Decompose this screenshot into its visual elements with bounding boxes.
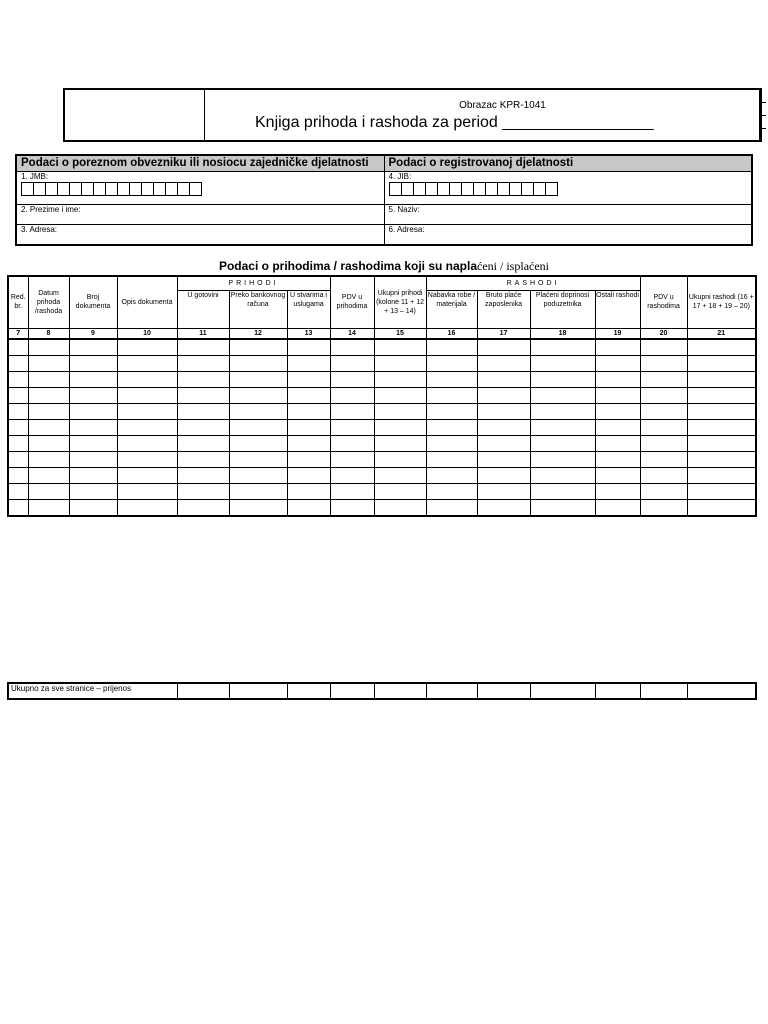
jib-row bbox=[385, 172, 752, 205]
table-cell[interactable] bbox=[8, 339, 28, 356]
address-row[interactable] bbox=[17, 225, 384, 245]
table-cell[interactable] bbox=[69, 355, 117, 371]
table-cell[interactable] bbox=[595, 499, 640, 516]
table-cell[interactable] bbox=[530, 483, 595, 499]
page-title: Knjiga prihoda i rashoda za period _________________ bbox=[255, 114, 654, 131]
totals-cell[interactable] bbox=[229, 683, 287, 699]
col-number: 7 bbox=[8, 328, 28, 339]
col-number: 20 bbox=[640, 328, 687, 339]
table-cell[interactable] bbox=[530, 403, 595, 419]
header-blank-cell bbox=[65, 90, 205, 140]
table-cell[interactable] bbox=[177, 483, 229, 499]
totals-label: Ukupno za sve stranice – prijenos bbox=[8, 683, 177, 699]
table-cell[interactable] bbox=[330, 339, 374, 356]
col-number: 16 bbox=[426, 328, 477, 339]
table-cell[interactable] bbox=[426, 339, 477, 356]
table-cell[interactable] bbox=[530, 435, 595, 451]
table-cell[interactable] bbox=[595, 483, 640, 499]
table-cell[interactable] bbox=[374, 419, 426, 435]
table-cell[interactable] bbox=[8, 467, 28, 483]
section-title-tail: ćeni / isplaćeni bbox=[477, 259, 550, 273]
table-cell[interactable] bbox=[28, 467, 69, 483]
table-row bbox=[8, 483, 756, 499]
jmbg-row bbox=[17, 172, 384, 205]
table-cell[interactable] bbox=[687, 483, 756, 499]
table-cell[interactable] bbox=[229, 499, 287, 516]
table-cell[interactable] bbox=[229, 371, 287, 387]
col-opis: Opis dokumenta bbox=[117, 276, 177, 328]
table-cell[interactable] bbox=[117, 435, 177, 451]
table-cell[interactable] bbox=[426, 355, 477, 371]
table-cell[interactable] bbox=[117, 403, 177, 419]
table-cell[interactable] bbox=[640, 451, 687, 467]
table-cell[interactable] bbox=[426, 483, 477, 499]
table-cell[interactable] bbox=[687, 387, 756, 403]
table-cell[interactable] bbox=[229, 339, 287, 356]
table-cell[interactable] bbox=[687, 403, 756, 419]
col-pdv-prihodi: PDV u prihodima bbox=[330, 276, 374, 328]
table-cell[interactable] bbox=[69, 483, 117, 499]
taxpayer-column bbox=[17, 156, 384, 244]
col-red-br: Red. br. bbox=[8, 276, 28, 328]
header-title-cell bbox=[205, 90, 760, 140]
business-address-label: 6. Adresa: bbox=[388, 225, 425, 234]
ledger-rows bbox=[8, 339, 756, 516]
table-cell[interactable] bbox=[117, 355, 177, 371]
table-cell[interactable] bbox=[595, 355, 640, 371]
business-address-row[interactable] bbox=[385, 225, 752, 245]
col-number: 19 bbox=[595, 328, 640, 339]
jib-label: 4. JIB: bbox=[388, 172, 412, 181]
table-cell[interactable] bbox=[287, 451, 330, 467]
form-code: Obrazac KPR-1041 bbox=[459, 100, 546, 111]
table-cell[interactable] bbox=[426, 467, 477, 483]
table-cell[interactable] bbox=[28, 499, 69, 516]
table-cell[interactable] bbox=[330, 483, 374, 499]
totals-cell[interactable] bbox=[374, 683, 426, 699]
table-cell[interactable] bbox=[287, 419, 330, 435]
table-cell[interactable] bbox=[287, 355, 330, 371]
table-cell[interactable] bbox=[595, 403, 640, 419]
col-doprinosi: Plaćeni doprinosi poduzetnika bbox=[530, 290, 595, 328]
table-cell[interactable] bbox=[8, 451, 28, 467]
jib-input-boxes[interactable] bbox=[389, 182, 752, 196]
totals-cell[interactable] bbox=[595, 683, 640, 699]
table-cell[interactable] bbox=[640, 403, 687, 419]
table-cell[interactable] bbox=[69, 387, 117, 403]
table-cell[interactable] bbox=[530, 467, 595, 483]
table-cell[interactable] bbox=[477, 451, 530, 467]
table-cell[interactable] bbox=[8, 419, 28, 435]
table-cell[interactable] bbox=[477, 403, 530, 419]
table-cell[interactable] bbox=[117, 499, 177, 516]
table-cell[interactable] bbox=[595, 387, 640, 403]
table-cell[interactable] bbox=[177, 403, 229, 419]
table-cell[interactable] bbox=[426, 451, 477, 467]
table-cell[interactable] bbox=[28, 339, 69, 356]
table-cell[interactable] bbox=[287, 371, 330, 387]
col-number: 11 bbox=[177, 328, 229, 339]
table-cell[interactable] bbox=[687, 339, 756, 356]
col-number: 18 bbox=[530, 328, 595, 339]
table-cell[interactable] bbox=[640, 499, 687, 516]
table-cell[interactable] bbox=[477, 387, 530, 403]
table-row bbox=[8, 467, 756, 483]
table-cell[interactable] bbox=[640, 387, 687, 403]
col-pdv-rashodi: PDV u rashodima bbox=[640, 276, 687, 328]
table-cell[interactable] bbox=[229, 467, 287, 483]
table-row bbox=[8, 435, 756, 451]
table-cell[interactable] bbox=[117, 339, 177, 356]
table-cell[interactable] bbox=[640, 467, 687, 483]
name-row[interactable] bbox=[17, 205, 384, 225]
table-cell[interactable] bbox=[28, 403, 69, 419]
table-cell[interactable] bbox=[374, 499, 426, 516]
table-cell[interactable] bbox=[530, 355, 595, 371]
table-cell[interactable] bbox=[177, 371, 229, 387]
table-cell[interactable] bbox=[69, 419, 117, 435]
ledger-table bbox=[7, 275, 757, 517]
table-cell[interactable] bbox=[595, 371, 640, 387]
table-cell[interactable] bbox=[69, 435, 117, 451]
table-cell[interactable] bbox=[69, 339, 117, 356]
col-u-stvarima: U stvarima i uslugama bbox=[287, 290, 330, 328]
table-cell[interactable] bbox=[640, 419, 687, 435]
table-cell[interactable] bbox=[640, 355, 687, 371]
table-cell[interactable] bbox=[595, 467, 640, 483]
table-cell[interactable] bbox=[177, 467, 229, 483]
col-preko-banke: Preko bankovnog računa bbox=[229, 290, 287, 328]
col-broj: Broj dokumenta bbox=[69, 276, 117, 328]
table-cell[interactable] bbox=[530, 339, 595, 356]
table-cell[interactable] bbox=[229, 435, 287, 451]
col-datum: Datum prihoda /rashoda bbox=[28, 276, 69, 328]
table-cell[interactable] bbox=[426, 371, 477, 387]
table-cell[interactable] bbox=[229, 403, 287, 419]
table-cell[interactable] bbox=[28, 435, 69, 451]
table-cell[interactable] bbox=[287, 339, 330, 356]
table-cell[interactable] bbox=[530, 419, 595, 435]
col-ukupni-prihodi: Ukupni prihodi (kolone 11 + 12 + 13 – 14) bbox=[374, 276, 426, 328]
col-number: 9 bbox=[69, 328, 117, 339]
table-cell[interactable] bbox=[477, 483, 530, 499]
table-cell[interactable] bbox=[640, 371, 687, 387]
table-cell[interactable] bbox=[687, 451, 756, 467]
table-cell[interactable] bbox=[117, 419, 177, 435]
jmbg-label: 1. JMB: bbox=[21, 172, 49, 181]
col-number: 17 bbox=[477, 328, 530, 339]
table-cell[interactable] bbox=[28, 371, 69, 387]
table-cell[interactable] bbox=[69, 371, 117, 387]
table-cell[interactable] bbox=[28, 451, 69, 467]
table-cell[interactable] bbox=[477, 467, 530, 483]
group-prihodi: PRIHODI bbox=[177, 276, 330, 290]
table-row bbox=[8, 339, 756, 356]
table-cell[interactable] bbox=[330, 435, 374, 451]
table-cell[interactable] bbox=[229, 355, 287, 371]
table-cell[interactable] bbox=[28, 387, 69, 403]
totals-cell[interactable] bbox=[426, 683, 477, 699]
table-cell[interactable] bbox=[8, 403, 28, 419]
table-cell[interactable] bbox=[530, 451, 595, 467]
table-cell[interactable] bbox=[477, 371, 530, 387]
table-cell[interactable] bbox=[69, 499, 117, 516]
section-title bbox=[0, 259, 768, 274]
form-header bbox=[63, 88, 762, 142]
table-cell[interactable] bbox=[530, 371, 595, 387]
table-cell[interactable] bbox=[687, 499, 756, 516]
table-cell[interactable] bbox=[374, 339, 426, 356]
table-cell[interactable] bbox=[426, 387, 477, 403]
table-cell[interactable] bbox=[177, 419, 229, 435]
business-heading: Podaci o registrovanoj djelatnosti bbox=[385, 156, 752, 172]
table-cell[interactable] bbox=[177, 451, 229, 467]
table-cell[interactable] bbox=[28, 355, 69, 371]
table-row bbox=[8, 451, 756, 467]
table-cell[interactable] bbox=[595, 451, 640, 467]
table-cell[interactable] bbox=[477, 499, 530, 516]
table-cell[interactable] bbox=[330, 499, 374, 516]
table-cell[interactable] bbox=[287, 403, 330, 419]
table-row bbox=[8, 419, 756, 435]
totals-cell[interactable] bbox=[530, 683, 595, 699]
table-cell[interactable] bbox=[8, 483, 28, 499]
table-cell[interactable] bbox=[426, 435, 477, 451]
taxpayer-heading: Podaci o poreznom obvezniku ili nosiocu zajedničke djelatnosti bbox=[17, 156, 384, 172]
table-cell[interactable] bbox=[28, 419, 69, 435]
table-cell[interactable] bbox=[374, 483, 426, 499]
table-cell[interactable] bbox=[69, 467, 117, 483]
col-u-gotovini: U gotovini bbox=[177, 290, 229, 328]
table-cell[interactable] bbox=[640, 435, 687, 451]
table-cell[interactable] bbox=[8, 387, 28, 403]
table-cell[interactable] bbox=[229, 451, 287, 467]
col-number: 8 bbox=[28, 328, 69, 339]
table-cell[interactable] bbox=[117, 467, 177, 483]
table-cell[interactable] bbox=[595, 435, 640, 451]
table-row bbox=[8, 499, 756, 516]
group-rashodi: RASHODI bbox=[426, 276, 640, 290]
table-cell[interactable] bbox=[287, 483, 330, 499]
table-cell[interactable] bbox=[177, 499, 229, 516]
col-number: 14 bbox=[330, 328, 374, 339]
table-cell[interactable] bbox=[687, 467, 756, 483]
table-row bbox=[8, 371, 756, 387]
table-cell[interactable] bbox=[374, 403, 426, 419]
table-cell[interactable] bbox=[8, 355, 28, 371]
col-bruto: Bruto plaće zaposlenika bbox=[477, 290, 530, 328]
header-edge-cells bbox=[759, 90, 766, 140]
jmbg-input-boxes[interactable] bbox=[21, 182, 384, 196]
taxpayer-info bbox=[15, 154, 753, 246]
table-cell[interactable] bbox=[374, 387, 426, 403]
business-name-row[interactable] bbox=[385, 205, 752, 225]
table-cell[interactable] bbox=[8, 435, 28, 451]
table-cell[interactable] bbox=[229, 419, 287, 435]
address-label: 3. Adresa: bbox=[21, 225, 58, 234]
table-cell[interactable] bbox=[330, 419, 374, 435]
table-cell[interactable] bbox=[177, 355, 229, 371]
table-cell[interactable] bbox=[374, 355, 426, 371]
table-cell[interactable] bbox=[477, 339, 530, 356]
col-number: 21 bbox=[687, 328, 756, 339]
col-nabavka: Nabavka robe / materijala bbox=[426, 290, 477, 328]
col-number: 15 bbox=[374, 328, 426, 339]
table-cell[interactable] bbox=[687, 371, 756, 387]
table-cell[interactable] bbox=[330, 387, 374, 403]
table-cell[interactable] bbox=[426, 499, 477, 516]
table-cell[interactable] bbox=[640, 483, 687, 499]
table-cell[interactable] bbox=[8, 499, 28, 516]
table-cell[interactable] bbox=[330, 403, 374, 419]
business-column bbox=[384, 156, 752, 244]
table-cell[interactable] bbox=[330, 355, 374, 371]
col-number: 12 bbox=[229, 328, 287, 339]
table-cell[interactable] bbox=[330, 451, 374, 467]
table-cell[interactable] bbox=[426, 403, 477, 419]
totals-cell[interactable] bbox=[287, 683, 330, 699]
table-cell[interactable] bbox=[330, 467, 374, 483]
table-cell[interactable] bbox=[117, 483, 177, 499]
table-cell[interactable] bbox=[530, 387, 595, 403]
totals-cell[interactable] bbox=[177, 683, 229, 699]
table-row bbox=[8, 403, 756, 419]
table-cell[interactable] bbox=[69, 403, 117, 419]
table-cell[interactable] bbox=[374, 467, 426, 483]
table-cell[interactable] bbox=[374, 371, 426, 387]
table-cell[interactable] bbox=[330, 371, 374, 387]
totals-table bbox=[7, 682, 757, 700]
totals-cell[interactable] bbox=[330, 683, 374, 699]
table-cell[interactable] bbox=[687, 355, 756, 371]
table-cell[interactable] bbox=[287, 435, 330, 451]
table-cell[interactable] bbox=[28, 483, 69, 499]
table-row bbox=[8, 355, 756, 371]
col-number: 10 bbox=[117, 328, 177, 339]
table-cell[interactable] bbox=[117, 371, 177, 387]
table-row bbox=[8, 387, 756, 403]
col-ukupni-rashodi: Ukupni rashodi (16 + 17 + 18 + 19 – 20) bbox=[687, 276, 756, 328]
table-cell[interactable] bbox=[229, 483, 287, 499]
table-cell[interactable] bbox=[687, 435, 756, 451]
table-cell[interactable] bbox=[287, 467, 330, 483]
table-cell[interactable] bbox=[177, 435, 229, 451]
section-title-main: Podaci o prihodima / rashodima koji su napla bbox=[218, 259, 478, 273]
table-cell[interactable] bbox=[287, 499, 330, 516]
table-cell[interactable] bbox=[287, 387, 330, 403]
table-cell[interactable] bbox=[530, 499, 595, 516]
table-cell[interactable] bbox=[477, 355, 530, 371]
table-cell[interactable] bbox=[374, 451, 426, 467]
table-cell[interactable] bbox=[687, 419, 756, 435]
totals-row bbox=[8, 683, 756, 699]
column-numbers-row bbox=[8, 328, 756, 339]
col-number: 13 bbox=[287, 328, 330, 339]
totals-cell[interactable] bbox=[477, 683, 530, 699]
name-label: 2. Prezime i ime: bbox=[21, 205, 81, 214]
table-cell[interactable] bbox=[477, 435, 530, 451]
table-cell[interactable] bbox=[177, 387, 229, 403]
table-cell[interactable] bbox=[229, 387, 287, 403]
totals-cell[interactable] bbox=[687, 683, 756, 699]
table-cell[interactable] bbox=[426, 419, 477, 435]
table-cell[interactable] bbox=[69, 451, 117, 467]
totals-cell[interactable] bbox=[640, 683, 687, 699]
col-ostali: Ostali rashodi bbox=[595, 290, 640, 328]
table-cell[interactable] bbox=[595, 419, 640, 435]
table-cell[interactable] bbox=[374, 435, 426, 451]
table-cell[interactable] bbox=[640, 339, 687, 356]
table-cell[interactable] bbox=[177, 339, 229, 356]
table-cell[interactable] bbox=[595, 339, 640, 356]
table-cell[interactable] bbox=[117, 387, 177, 403]
table-cell[interactable] bbox=[477, 419, 530, 435]
table-cell[interactable] bbox=[117, 451, 177, 467]
table-cell[interactable] bbox=[8, 371, 28, 387]
business-name-label: 5. Naziv: bbox=[388, 205, 420, 214]
